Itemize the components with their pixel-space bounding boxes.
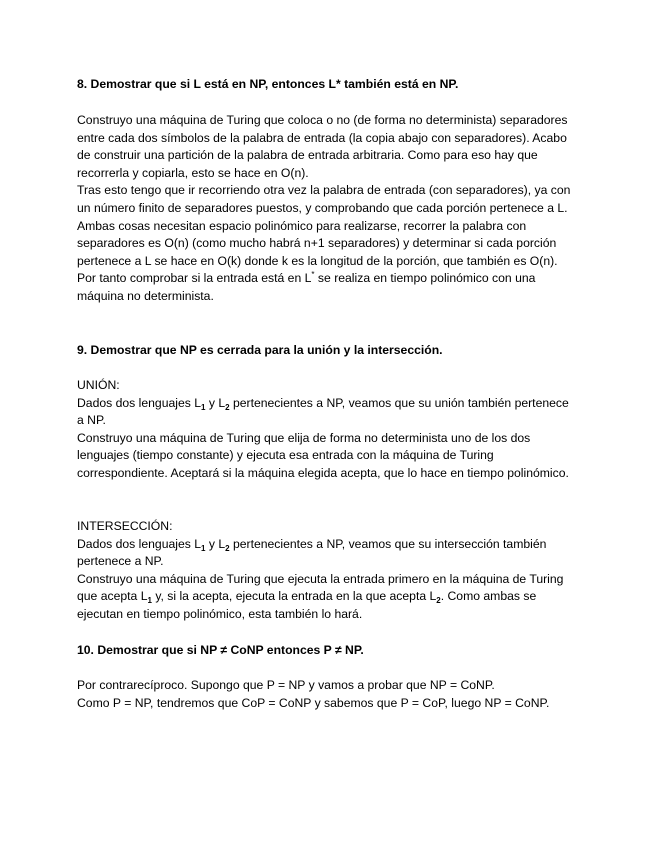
section-10-paragraph-2: Como P = NP, tendremos que CoP = CoNP y sabemos que P = CoP, luego NP = CoNP. [77, 695, 550, 710]
intersection-paragraph-2: Construyo una máquina de Turing que ejecuta la entrada primero en la máquina de Turing que acepta $L_1$ y, si la acepta, ejecuta la entrada en la que acepta $L_2$. Como ambas se ejecutan en tiempo polinómico, esta también lo hará. [77, 571, 564, 621]
section-9-title: 9. Demostrar que NP es cerrada para la unión y la intersección. [77, 343, 443, 357]
section-8-paragraph-2: Tras esto tengo que ir recorriendo otra vez la palabra de entrada (con separadores), ya con un número finito de separadores puestos, y comprobando que cada porción pertenece a L. Ambas cosas necesitan espacio polinómico para realizarse, recorrer la palabra con separadores es O(n) (como mucho habrá n+1 separadores) y determinar si cada porción pertenece a L se hace en O(k) donde k es la longitud de la porción, que también es O(n). Por tanto comprobar si la entrada está en L* se realiza en tiempo polinómico con una máquina no determinista. [77, 183, 571, 303]
section-8-paragraph-1: Construyo una máquina de Turing que coloca o no (de forma no determinista) separadores entre cada dos símbolos de la palabra de entrada (la copia abajo con separadores). Acabo de construir una partición de la palabra de entrada arbitraria. Como para eso hay que recorrerla y copiarla, esto se hace en O(n). [77, 113, 568, 180]
section-10-body [77, 677, 577, 712]
intersection-heading: INTERSECCIÓN: [77, 519, 173, 533]
section-10 [77, 642, 577, 660]
section-10-paragraph-1: Por contrarecíproco. Supongo que P = NP y vamos a probar que NP = CoNP. [77, 678, 495, 692]
section-9 [77, 342, 577, 360]
section-8-body [77, 112, 577, 306]
union-paragraph-2: Construyo una máquina de Turing que elija de forma no determinista uno de los dos lenguajes (tiempo constante) y ejecuta esa entrada con la máquina de Turing correspondiente. Aceptará si la máquina elegida acepta, que lo hace en tiempo polinómico. [77, 430, 569, 480]
section-8 [77, 76, 577, 94]
union-heading: UNIÓN: [77, 378, 120, 392]
section-8-title: 8. Demostrar que si L está en NP, entonces L* también está en NP. [77, 77, 459, 91]
section-9-union [77, 377, 577, 483]
intersection-paragraph-1: Dados dos lenguajes $L_1$ y $L_2$ pertenecientes a NP, veamos que su intersección también pertenece a NP. [77, 536, 547, 569]
union-paragraph-1: Dados dos lenguajes $L_1$ y $L_2$ pertenecientes a NP, veamos que su unión también pertenece a NP. [77, 395, 569, 428]
section-10-title: 10. Demostrar que si NP ≠ CoNP entonces P ≠ NP. [77, 643, 364, 657]
section-9-intersection [77, 518, 577, 624]
